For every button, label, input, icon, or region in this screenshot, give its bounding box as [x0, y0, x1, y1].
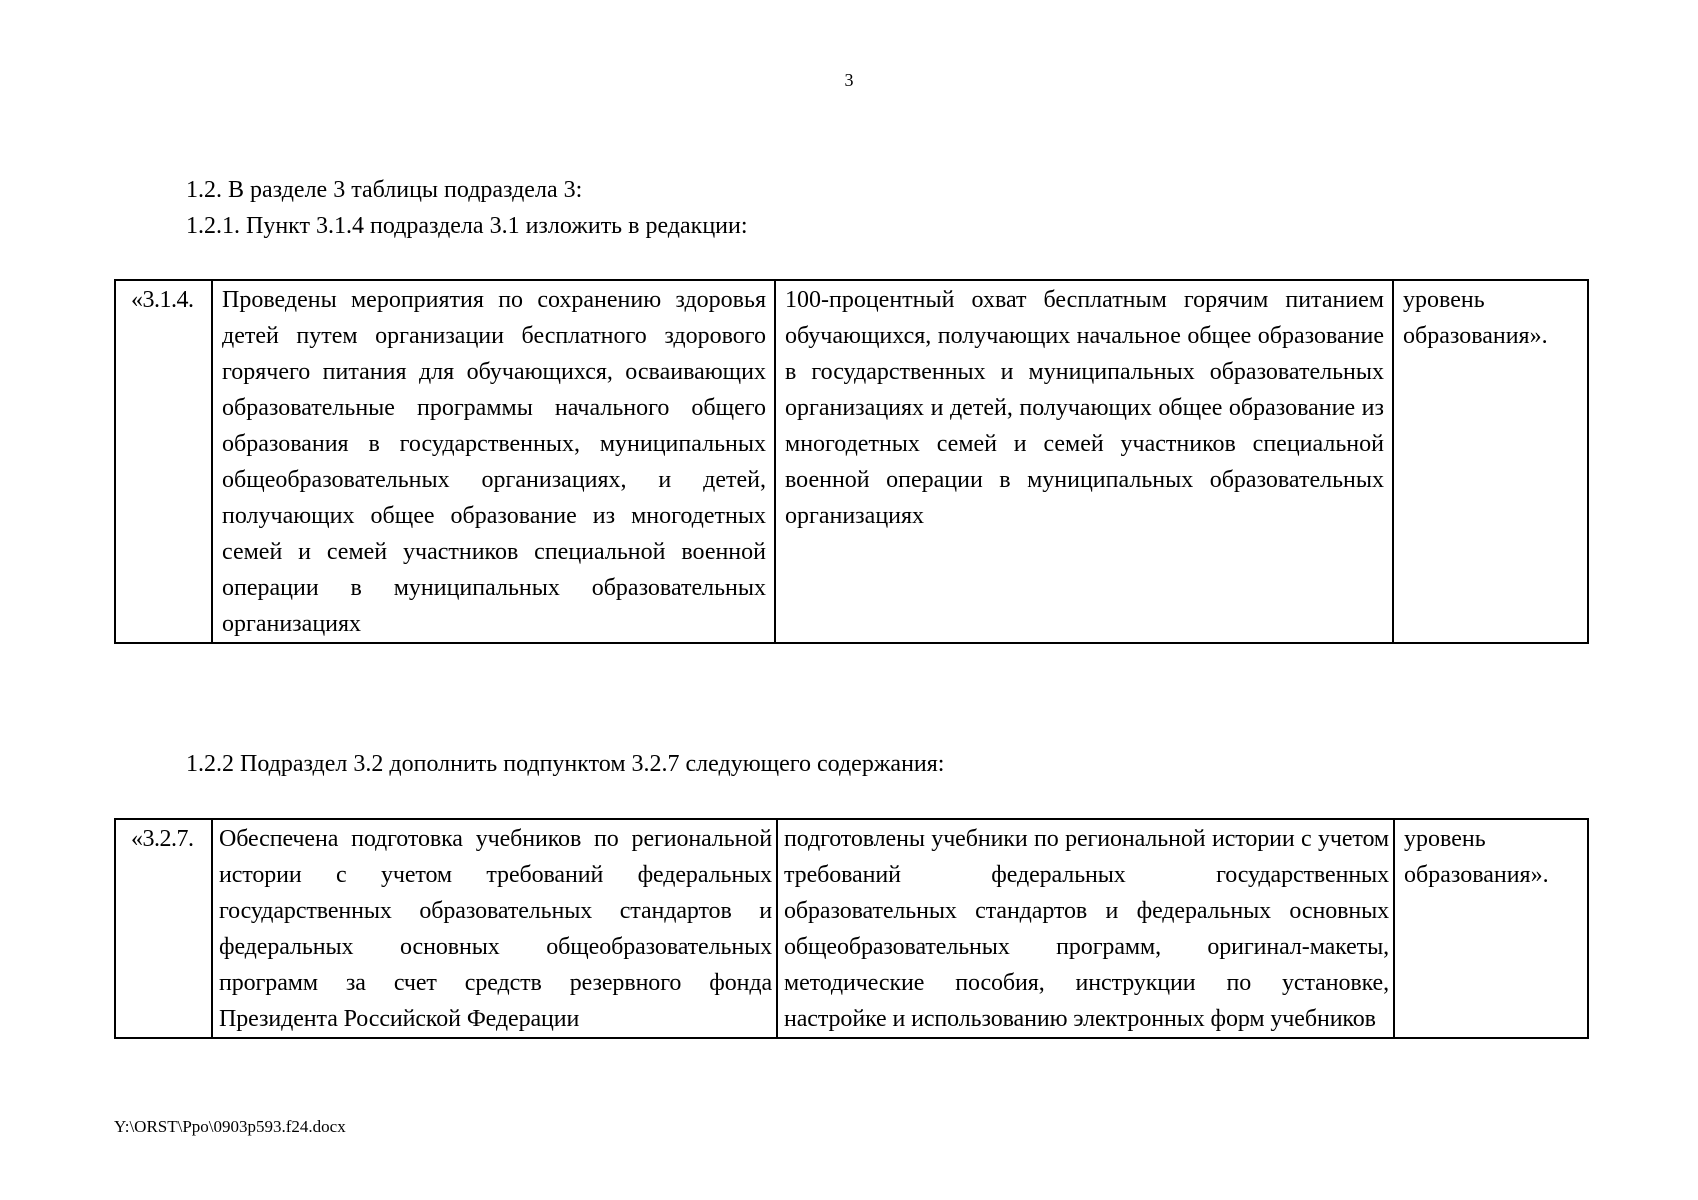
item-description-cell: Проведены мероприятия по сохранению здоровья детей путем организации бесплатного здорового горячего питания для обучающихся, осваивающих образовательные программы начального общего образования в государственных, муниципальных общеобразовательных организациях, и детей, получающих общее образование из многодетных семей и семей участников специальной военной операции в муниципальных образовательных организациях	[212, 280, 775, 643]
amendment-table-3-2-7	[114, 818, 1589, 1039]
footer-file-path: Y:\ORST\Ppo\0903p593.f24.docx	[114, 1117, 346, 1136]
paragraph-1-2: 1.2. В разделе 3 таблицы подраздела 3:	[186, 177, 583, 203]
item-level-cell: уровень образования».	[1393, 280, 1588, 643]
table-row	[115, 819, 1588, 1038]
item-result-cell: подготовлены учебники по региональной истории с учетом требований федеральных государственных образовательных стандартов и федеральных основных общеобразовательных программ, оригинал-макеты, методические пособия, инструкции по установке, настройке и использованию электронных форм учебников	[777, 819, 1394, 1038]
paragraph-1-2-1: 1.2.1. Пункт 3.1.4 подраздела 3.1 изложить в редакции:	[186, 213, 748, 239]
item-description-cell: Обеспечена подготовка учебников по региональной истории с учетом требований федеральных государственных образовательных стандартов и федеральных основных общеобразовательных программ за счет средств резервного фонда Президента Российской Федерации	[212, 819, 777, 1038]
item-number-cell: «3.1.4.	[115, 280, 212, 643]
item-number-cell: «3.2.7.	[115, 819, 212, 1038]
table-row	[115, 280, 1588, 643]
amendment-table-3-1-4	[114, 279, 1589, 644]
page-number: 3	[844, 70, 854, 90]
item-level-cell: уровень образования».	[1394, 819, 1588, 1038]
paragraph-1-2-2: 1.2.2 Подраздел 3.2 дополнить подпунктом 3.2.7 следующего содержания:	[186, 751, 945, 777]
item-result-cell: 100-процентный охват бесплатным горячим питанием обучающихся, получающих начальное общее образование в государственных и муниципальных образовательных организациях и детей, получающих общее образование из многодетных семей и семей участников специальной военной операции в муниципальных образовательных организациях	[775, 280, 1393, 643]
